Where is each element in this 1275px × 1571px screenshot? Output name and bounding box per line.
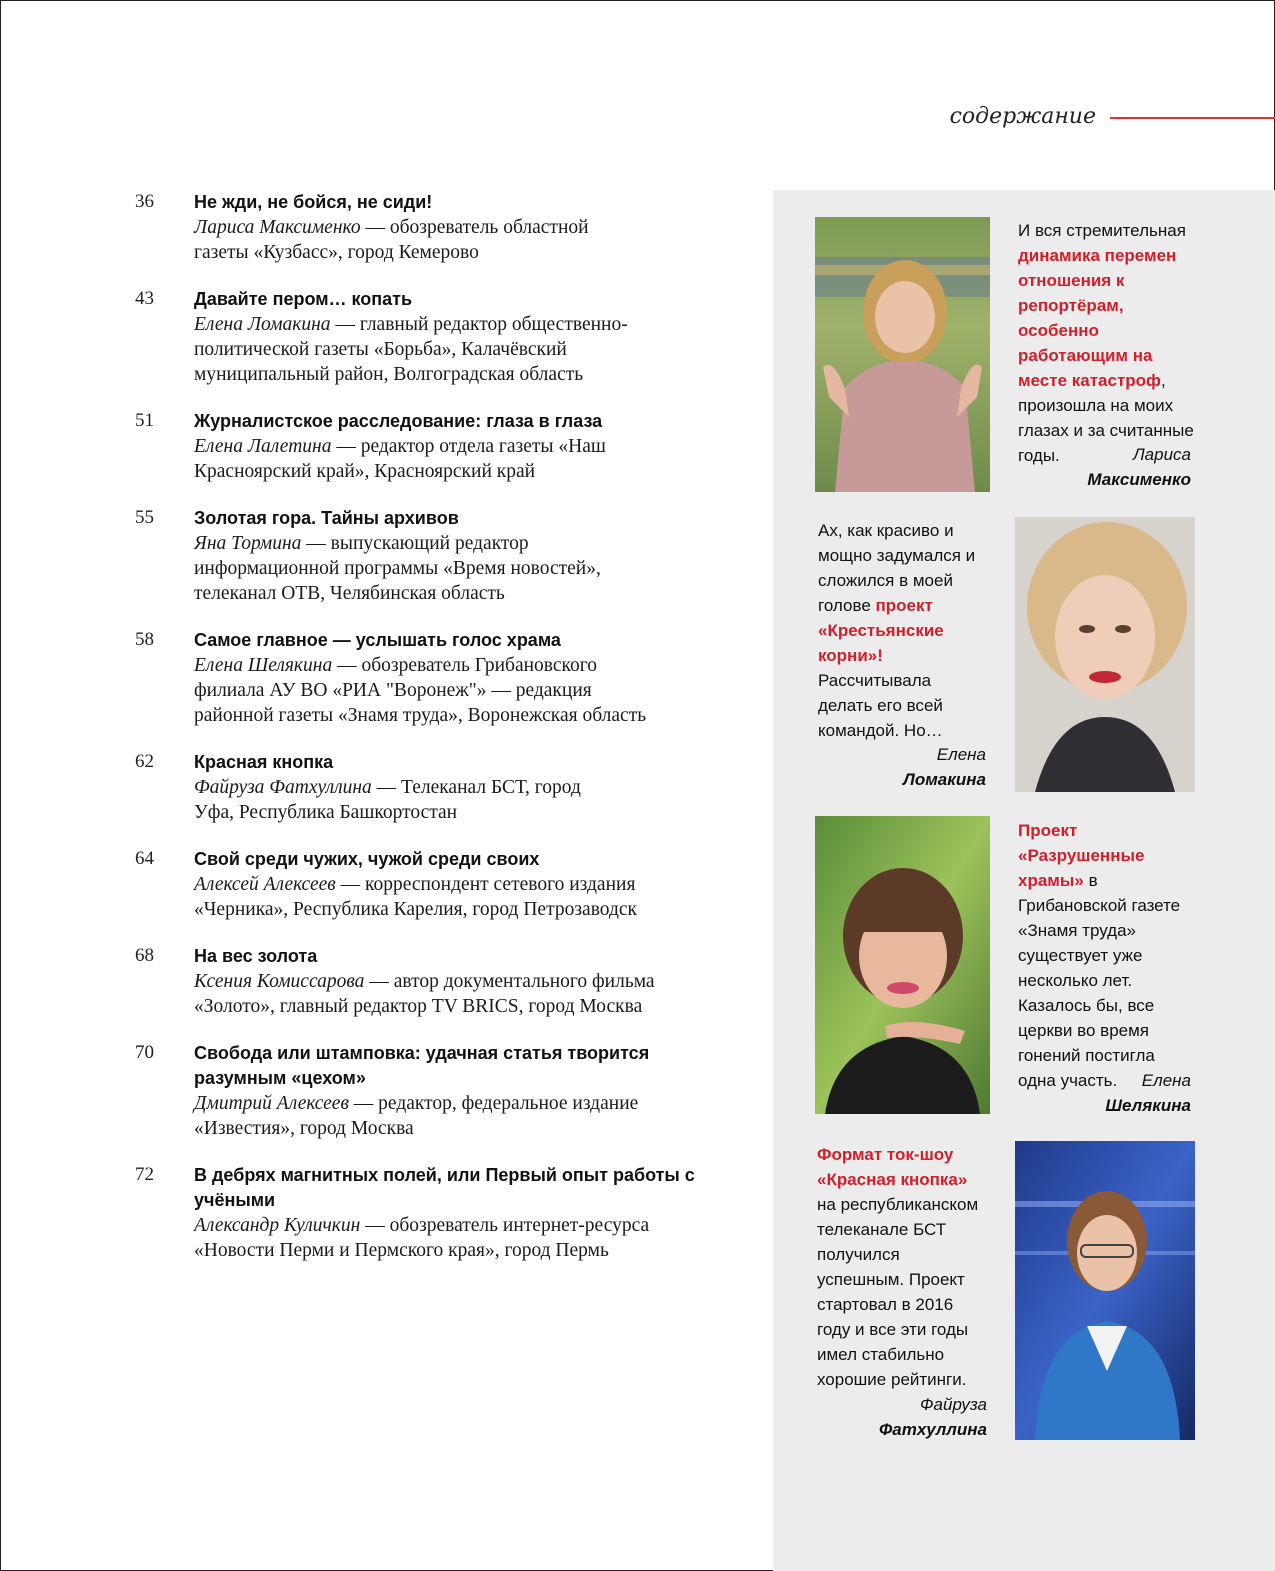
quote-text: Ах, как красиво и мощно задумался и сложился в моей голове bbox=[818, 521, 976, 615]
author-name: Ксения Комиссарова bbox=[194, 971, 365, 992]
author-name: Александр Куличкин bbox=[194, 1215, 361, 1236]
toc-entry[interactable] bbox=[135, 1041, 755, 1141]
toc-entry[interactable] bbox=[135, 628, 755, 728]
page-number: 58 bbox=[135, 629, 154, 650]
table-of-contents bbox=[135, 190, 755, 1285]
signature-last-name: Шелякина bbox=[1105, 1096, 1191, 1115]
quote-highlight: проект «Крестьянские корни»! bbox=[818, 596, 944, 665]
signature-first-name: Лариса bbox=[1133, 445, 1191, 464]
signature-first-name: Елена bbox=[936, 745, 986, 764]
author-description: — редактор, федеральное издание «Известия», город Москва bbox=[194, 1093, 639, 1139]
section-accent-line bbox=[1110, 117, 1275, 119]
page-number: 68 bbox=[135, 945, 154, 966]
pull-quote bbox=[817, 1142, 989, 1392]
article-title: В дебрях магнитных полей, или Первый опыт работы с учёными bbox=[194, 1165, 695, 1210]
quote-text: И вся стремительная bbox=[1018, 221, 1186, 240]
article-author-line bbox=[194, 312, 684, 387]
quote-signature bbox=[817, 1392, 987, 1442]
author-name: Яна Тормина bbox=[194, 533, 302, 554]
signature-last-name: Максименко bbox=[1087, 470, 1191, 489]
toc-entry[interactable] bbox=[135, 190, 755, 265]
quote-signature bbox=[818, 742, 986, 792]
portrait-image bbox=[815, 217, 990, 492]
article-author-line bbox=[194, 1091, 704, 1141]
author-name: Елена Лалетина bbox=[194, 436, 332, 457]
section-title: содержание bbox=[949, 104, 1096, 129]
toc-entry[interactable] bbox=[135, 944, 755, 1019]
page-number: 72 bbox=[135, 1164, 154, 1185]
author-name: Дмитрий Алексеев bbox=[194, 1093, 349, 1114]
author-photo bbox=[815, 816, 990, 1114]
quote-highlight: Формат ток-шоу «Красная кнопка» bbox=[817, 1145, 968, 1189]
portrait-image bbox=[1015, 517, 1195, 792]
pull-quote bbox=[1018, 818, 1190, 1093]
quote-signature bbox=[1018, 1068, 1191, 1118]
author-description: — корреспондент сетевого издания «Черника», Республика Карелия, город Петрозаводск bbox=[194, 874, 638, 920]
author-description: — Телеканал БСТ, город Уфа, Республика Башкортостан bbox=[194, 777, 581, 823]
author-photo bbox=[1015, 1141, 1195, 1440]
author-name: Елена Ломакина bbox=[194, 314, 331, 335]
article-title: Самое главное — услышать голос храма bbox=[194, 630, 561, 650]
article-author-line bbox=[194, 653, 654, 728]
article-author-line bbox=[194, 872, 699, 922]
quote-highlight: динамика перемен отношения к репортёрам, особенно работающим на месте катастроф bbox=[1018, 246, 1177, 390]
author-name: Алексей Алексеев bbox=[194, 874, 336, 895]
author-description: — главный редактор общественно-политической газеты «Борьба», Калачёвский муниципальный район, Волгоградская область bbox=[194, 314, 628, 385]
page-number: 64 bbox=[135, 848, 154, 869]
quote-text: Рассчитывала делать его всей командой. Но… bbox=[818, 671, 943, 740]
author-name: Лариса Максименко bbox=[194, 217, 361, 238]
author-description: — обозреватель интернет-ресурса «Новости Перми и Пермского края», город Пермь bbox=[194, 1215, 650, 1261]
toc-entry[interactable] bbox=[135, 409, 755, 484]
author-description: — обозреватель областной газеты «Кузбасс», город Кемерово bbox=[194, 217, 589, 263]
page-number: 43 bbox=[135, 288, 154, 309]
page-number: 36 bbox=[135, 191, 154, 212]
signature-last-name: Ломакина bbox=[903, 770, 986, 789]
article-title: На вес золота bbox=[194, 946, 318, 966]
quote-highlight: Проект «Разрушенные храмы» bbox=[1018, 821, 1145, 890]
quote-signature bbox=[1018, 442, 1191, 492]
article-author-line bbox=[194, 969, 719, 1019]
portrait-image bbox=[815, 816, 990, 1114]
author-photo bbox=[815, 217, 990, 492]
author-photo bbox=[1015, 517, 1195, 792]
author-description: — выпускающий редактор информационной программы «Время новостей», телеканал ОТВ, Челябинская область bbox=[194, 533, 601, 604]
quote-text: в Грибановской газете «Знамя труда» существует уже несколько лет. Казалось бы, все церкви во время гонений постигла одна участь. bbox=[1018, 871, 1181, 1090]
pull-quote bbox=[1018, 218, 1198, 468]
article-author-line bbox=[194, 434, 664, 484]
toc-entry[interactable] bbox=[135, 750, 755, 825]
article-title: Свой среди чужих, чужой среди своих bbox=[194, 849, 540, 869]
page-number: 51 bbox=[135, 410, 154, 431]
article-title: Давайте пером… копать bbox=[194, 289, 413, 309]
author-description: — редактор отдела газеты «Наш Красноярский край», Красноярский край bbox=[194, 436, 606, 482]
page-number: 70 bbox=[135, 1042, 154, 1063]
portrait-image bbox=[1015, 1141, 1195, 1440]
pull-quote bbox=[818, 518, 990, 743]
article-author-line bbox=[194, 215, 644, 265]
article-title: Журналистское расследование: глаза в глаза bbox=[194, 411, 603, 431]
signature-first-name: Елена bbox=[1141, 1071, 1191, 1090]
article-title: Красная кнопка bbox=[194, 752, 334, 772]
article-author-line bbox=[194, 531, 614, 606]
author-description: — обозреватель Грибановского филиала АУ ВО «РИА "Воронеж"» — редакция районной газеты «Знамя труда», Воронежская область bbox=[194, 655, 647, 726]
article-author-line bbox=[194, 775, 614, 825]
article-title: Золотая гора. Тайны архивов bbox=[194, 508, 459, 528]
quote-text: на республиканском телеканале БСТ получился успешным. Проект стартовал в 2016 году и все эти годы имел стабильно хорошие рейтинги. bbox=[817, 1195, 979, 1389]
toc-entry[interactable] bbox=[135, 287, 755, 387]
quote-text: , произошла на моих глазах и за считанные годы. bbox=[1018, 371, 1194, 465]
signature-last-name: Фатхуллина bbox=[878, 1420, 987, 1439]
author-name: Файруза Фатхуллина bbox=[194, 777, 372, 798]
toc-entry[interactable] bbox=[135, 847, 755, 922]
article-title: Не жди, не бойся, не сиди! bbox=[194, 192, 433, 212]
article-title: Свобода или штамповка: удачная статья творится разумным «цехом» bbox=[194, 1043, 650, 1088]
page-number: 62 bbox=[135, 751, 154, 772]
signature-first-name: Файруза bbox=[920, 1395, 987, 1414]
toc-entry[interactable] bbox=[135, 506, 755, 606]
page-number: 55 bbox=[135, 507, 154, 528]
toc-entry[interactable] bbox=[135, 1163, 755, 1263]
article-author-line bbox=[194, 1213, 714, 1263]
author-name: Елена Шелякина bbox=[194, 655, 333, 676]
author-description: — автор документального фильма «Золото», главный редактор TV BRICS, город Москва bbox=[194, 971, 655, 1017]
